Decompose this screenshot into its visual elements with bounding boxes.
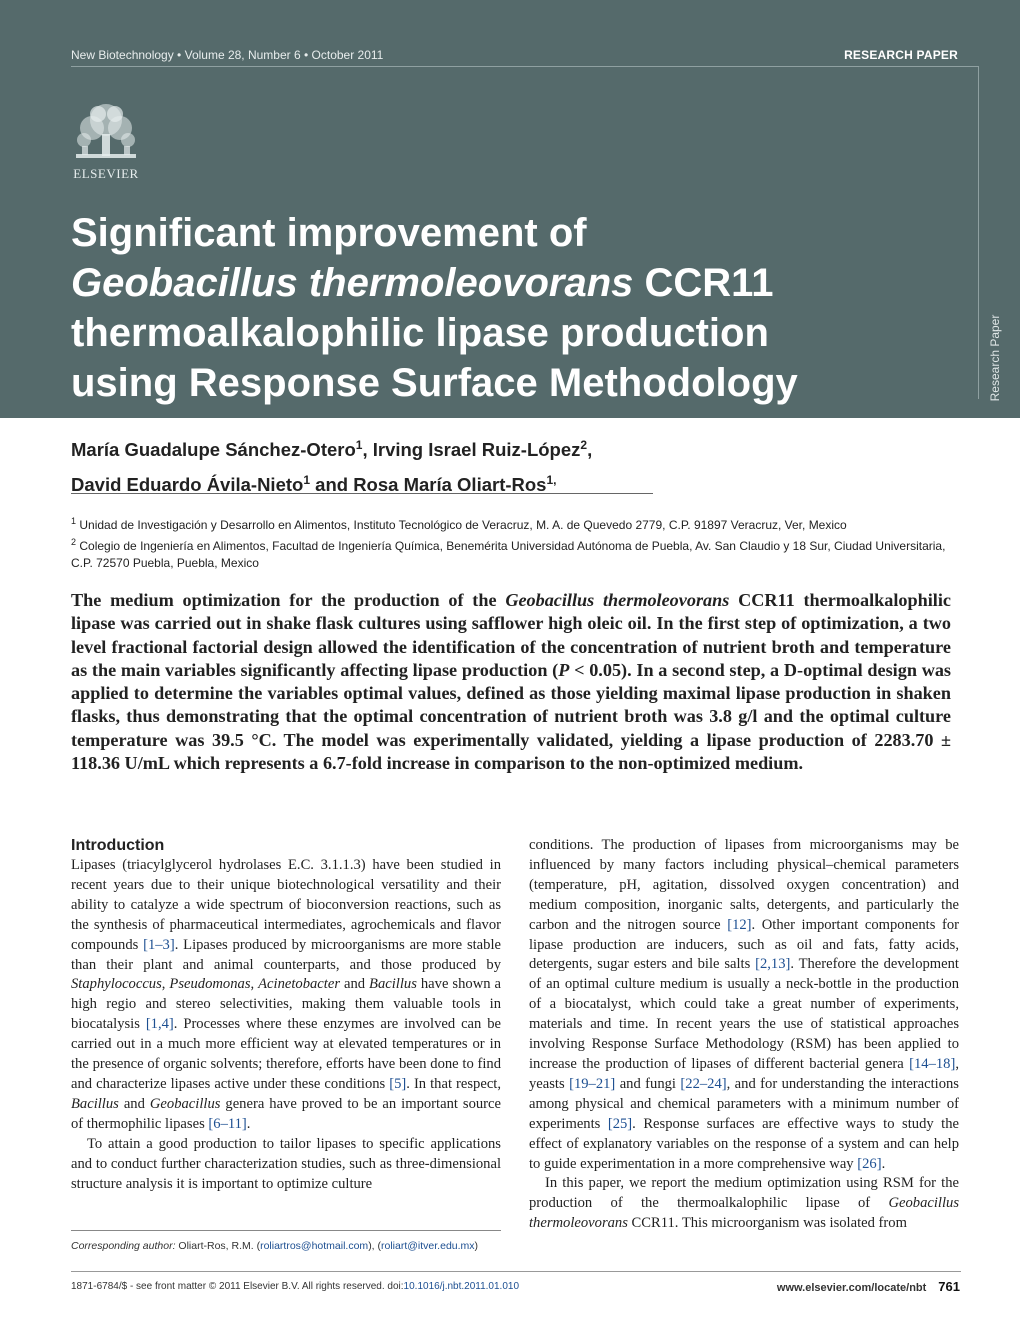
text: and: [118, 1095, 150, 1112]
text: . Lipases produced by microorganisms are more stable than their plant and animal counterparts, and those produced by: [71, 936, 501, 973]
right-column: [529, 836, 959, 1234]
author-affiliation-mark: 2: [580, 438, 588, 452]
author-rule: [71, 493, 653, 494]
citation-link[interactable]: [1–3]: [143, 936, 175, 953]
citation-link[interactable]: [22–24]: [680, 1075, 727, 1092]
citation-link[interactable]: [14–18]: [909, 1055, 956, 1072]
abstract-p-symbol: P: [558, 659, 570, 680]
author-affiliation-mark: 1,: [546, 473, 557, 488]
title-line-1: Significant improvement of: [71, 211, 587, 255]
paragraph: To attain a good production to tailor lipases to specific applications and to conduct further characterization studies, such as three-dimensional structure analysis it is important to optimize culture: [71, 1135, 501, 1192]
affiliation-text: Unidad de Investigación y Desarrollo en Alimentos, Instituto Tecnológico de Veracruz, M. A. de Quevedo 2779, C.P. 91897 Veracruz, Ver, Mexico: [79, 518, 847, 532]
article-type: RESEARCH PAPER: [844, 48, 958, 62]
elsevier-tree-logo: [68, 100, 144, 182]
citation-link[interactable]: [6–11]: [208, 1115, 247, 1132]
genus: Bacillus: [71, 1095, 119, 1112]
side-rule: [978, 66, 979, 399]
citation-link[interactable]: [19–21]: [569, 1075, 616, 1092]
text: have shown a high regio and stereo selectivities, making them valuable tools in biocatalysis: [71, 976, 501, 1033]
author-separator: ,: [587, 439, 593, 461]
citation-link[interactable]: [5]: [389, 1075, 407, 1092]
text: CCR11. This microorganism was isolated from: [627, 1215, 907, 1232]
footnote-rule: [71, 1230, 501, 1231]
text: ,: [250, 976, 259, 993]
species: Geobacillus thermoleovorans: [529, 1195, 959, 1232]
text: conditions. The production of lipases from microorganisms may be influenced by many factors including physical–chemical parameters (temperature, pH, agitation, dissolved oxygen concentration) and medium composition, inorganic salts, detergents, and particularly the carbon and the nitrogen source: [529, 837, 959, 933]
footnote-label: Corresponding author:: [71, 1240, 176, 1252]
text: .: [881, 1155, 886, 1172]
text: . Response surfaces are effective ways to study the effect of explanatory variables on the response of a system and can help to guide experimentation in a more comprehensive way: [529, 1115, 959, 1172]
text: , yeasts: [529, 1055, 959, 1092]
paragraph: [529, 1174, 959, 1234]
article-title: [71, 208, 951, 408]
citation-link[interactable]: [25]: [607, 1115, 633, 1132]
journal-url-link[interactable]: www.elsevier.com/locate/nbt: [776, 1282, 927, 1294]
header-rule: [71, 66, 978, 67]
author-name: María Guadalupe Sánchez-Otero: [71, 439, 356, 461]
footer-rule: [71, 1271, 961, 1272]
author-separator: ,: [362, 439, 373, 461]
text: Lipases (triacylglycerol hydrolases E.C. 3.1.1.3) have been studied in recent years due to their unique biotechnological versatility and their ability to catalyze a wide spectrum of bioconversion reactions, such as the synthesis of pharmaceutical intermediates, agrochemicals and flavor compounds: [71, 857, 501, 953]
text: genera have proved to be an important source of thermophilic lipases: [71, 1095, 501, 1132]
author-affiliation-mark: 1: [355, 438, 363, 452]
text: and: [340, 976, 370, 993]
citation-link[interactable]: [26]: [857, 1155, 882, 1172]
copyright-line: [71, 1281, 519, 1292]
abstract-text: CCR11 thermoalkalophilic lipase was carried out in shake flask cultures using safflower high oleic oil. In the first step of optimization, a two level fractional factorial design allowed the identification of the concentration of nutrient broth and temperature as the main variables significantly affecting lipase production (: [71, 590, 951, 680]
citation-link[interactable]: [2,13]: [755, 956, 791, 973]
text: ,: [161, 976, 170, 993]
affiliation-text: Colegio de Ingeniería en Alimentos, Facultad de Ingeniería Química, Benemérita Universidad Autónoma de Puebla, Av. San Claudio y 18 Sur, Ciudad Universitaria, C.P. 72570 Puebla, Puebla, Mexico: [71, 539, 946, 570]
page-number: 761: [938, 1279, 960, 1294]
title-line-3: thermoalkalophilic lipase production: [71, 311, 769, 355]
text: . In that respect,: [406, 1075, 501, 1092]
genus: Acinetobacter: [258, 976, 340, 993]
author-name: Irving Israel Ruiz-López: [372, 439, 581, 461]
citation-link[interactable]: [1,4]: [145, 1016, 174, 1033]
author-name: Rosa María Oliart-Ros: [353, 474, 547, 496]
side-label: Research Paper: [988, 314, 1002, 402]
text: . Other important components for lipase production are inducers, such as oil and fats, fatty acids, detergents, sugar esters and bile salts: [529, 916, 959, 973]
doi-link[interactable]: 10.1016/j.nbt.2011.01.010: [403, 1281, 520, 1292]
text: In this paper, we report the medium optimization using RSM for the production of the thermoalkalophilic lipase of: [529, 1175, 959, 1212]
text: and fungi: [615, 1075, 681, 1092]
email-link[interactable]: roliartros@hotmail.com: [260, 1240, 369, 1252]
footnote-name: Oliart-Ros, R.M.: [175, 1240, 254, 1252]
text: . Processes where these enzymes are involved can be carried out in a much more efficient way at elevated temperatures or in the presence of organic solvents; therefore, efforts have been done to find and characterize lipases active under these conditions: [71, 1016, 501, 1092]
corresponding-author-footnote: [71, 1240, 478, 1252]
genus: Pseudomonas: [169, 976, 251, 993]
author-name: David Eduardo Ávila-Nieto: [71, 474, 304, 496]
abstract: [71, 589, 951, 775]
text: (: [253, 1240, 261, 1252]
text: . Therefore the development of an optimal culture medium is usually a neck-bottle in the production of a biocatalyst, which could take a great number of experiments, materials and time. In recent years the use of statistical approaches involving Response Surface Methodology (RSM) has been applied to increase the production of lipases of different bacterial genera: [529, 956, 959, 1072]
abstract-species: Geobacillus thermoleovorans: [505, 590, 730, 610]
journal-citation: New Biotechnology • Volume 28, Number 6 • October 2011: [71, 48, 384, 62]
author-affiliation-mark: 1: [303, 473, 311, 488]
title-strain: CCR11: [633, 261, 774, 305]
logo-wordmark: ELSEVIER: [73, 166, 139, 181]
paragraph: [529, 836, 959, 1174]
citation-link[interactable]: [12]: [727, 916, 752, 933]
author-list: [71, 430, 711, 500]
affiliation-mark: 2: [71, 537, 77, 547]
genus: Staphylococcus: [71, 976, 162, 993]
footer-right: [777, 1279, 960, 1294]
affiliation: [71, 513, 961, 534]
copyright-text: 1871-6784/$ - see front matter © 2011 Elsevier B.V. All rights reserved. doi:: [71, 1281, 404, 1292]
affiliation: [71, 534, 961, 572]
text: ), (: [368, 1240, 382, 1252]
abstract-text: The medium optimization for the production of the: [71, 590, 506, 610]
title-line-4: using Response Surface Methodology: [71, 361, 798, 405]
affiliations: [71, 513, 961, 572]
text: .: [246, 1115, 251, 1132]
text: ): [474, 1240, 479, 1252]
text: , and for understanding the interactions among physical and chemical parameters with a minimum number of experiments: [529, 1075, 959, 1132]
genus: Bacillus: [369, 976, 417, 993]
title-species: Geobacillus thermoleovorans: [71, 261, 634, 305]
abstract-text: < 0.05). In a second step, a D-optimal design was applied to determine the variables optimal values, defined as those yielding maximal lipase production in shaken flasks, thus demonstrating that the optimal concentration of nutrient broth was 3.8 g/l and the optimal culture temperature was 39.5 °C. The model was experimentally validated, yielding a lipase production of 2283.70 ± 118.36 U/mL which represents a 6.7-fold increase in comparison to the non-optimized medium.: [71, 659, 951, 774]
section-heading: Introduction: [71, 837, 165, 854]
paragraph: [71, 856, 501, 1135]
email-link[interactable]: roliart@itver.edu.mx: [381, 1240, 475, 1252]
genus: Geobacillus: [149, 1095, 221, 1112]
author-separator: and: [310, 474, 354, 496]
left-column: [71, 836, 501, 1194]
affiliation-mark: 1: [71, 516, 77, 526]
